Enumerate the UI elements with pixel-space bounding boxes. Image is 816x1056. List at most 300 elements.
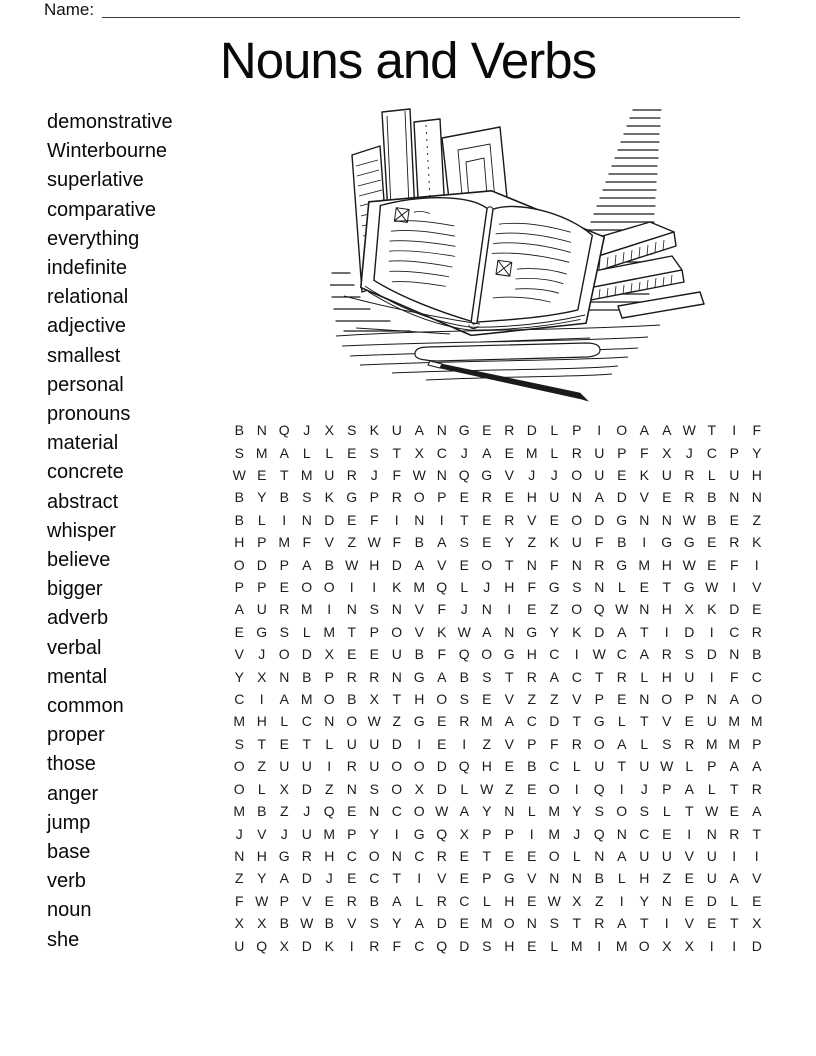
grid-letter: C [301, 713, 312, 730]
grid-letter: U [369, 735, 380, 752]
grid-letter: I [327, 601, 332, 618]
grid-letter: A [639, 422, 649, 439]
word-list-item: she [47, 928, 80, 951]
grid-letter: Y [639, 892, 649, 909]
open-book [352, 174, 608, 352]
grid-letter: P [752, 735, 762, 752]
grid-letter: V [504, 691, 514, 708]
grid-letter: E [527, 937, 537, 954]
grid-letter: E [752, 601, 762, 618]
grid-letter: V [437, 870, 447, 887]
grid-letter: Z [752, 511, 762, 528]
grid-letter: J [235, 825, 243, 842]
grid-letter: I [507, 601, 512, 618]
grid-letter: C [391, 803, 402, 820]
grid-letter: A [752, 758, 762, 775]
grid-letter: V [234, 646, 244, 663]
grid-letter: P [369, 623, 379, 640]
grid-letter: O [571, 511, 583, 528]
grid-letter: C [414, 847, 425, 864]
grid-letter: T [459, 511, 469, 528]
grid-letter: A [504, 713, 514, 730]
word-list-item: smallest [47, 344, 121, 367]
grid-letter: L [257, 511, 266, 528]
grid-letter: O [593, 735, 605, 752]
grid-letter: K [707, 601, 717, 618]
grid-letter: O [233, 758, 245, 775]
grid-letter: S [549, 915, 559, 932]
grid-letter: E [459, 915, 469, 932]
grid-letter: W [367, 534, 381, 551]
grid-letter: J [528, 467, 536, 484]
grid-letter: T [639, 623, 649, 640]
grid-letter: S [594, 803, 604, 820]
grid-letter: U [301, 758, 312, 775]
grid-letter: Y [257, 489, 267, 506]
grid-letter: E [549, 511, 559, 528]
grid-letter: N [346, 601, 357, 618]
grid-letter: Z [549, 691, 559, 708]
grid-letter: X [279, 937, 289, 954]
grid-letter: I [327, 758, 332, 775]
grid-letter: I [372, 579, 377, 596]
grid-letter: Y [257, 870, 267, 887]
grid-letter: Z [527, 534, 537, 551]
grid-letter: N [436, 467, 447, 484]
grid-letter: E [459, 870, 469, 887]
grid-letter: I [709, 937, 714, 954]
grid-letter: E [729, 803, 739, 820]
grid-letter: I [754, 556, 759, 573]
grid-letter: F [437, 601, 447, 618]
grid-letter: C [414, 937, 425, 954]
grid-letter: V [414, 623, 424, 640]
grid-letter: O [661, 691, 673, 708]
grid-letter: R [481, 489, 492, 506]
grid-letter: B [257, 803, 267, 820]
grid-letter: V [504, 735, 514, 752]
grid-letter: E [257, 467, 267, 484]
grid-letter: H [324, 847, 335, 864]
grid-letter: T [684, 803, 694, 820]
grid-letter: F [392, 467, 402, 484]
grid-letter: W [705, 579, 719, 596]
grid-letter: D [301, 646, 312, 663]
grid-letter: K [324, 489, 334, 506]
grid-letter: A [662, 422, 672, 439]
grid-letter: L [460, 579, 469, 596]
grid-letter: N [346, 780, 357, 797]
grid-letter: T [392, 444, 402, 461]
grid-letter: V [257, 825, 267, 842]
word-list-item: superlative [47, 169, 144, 192]
grid-letter: I [417, 870, 422, 887]
grid-letter: J [370, 467, 378, 484]
grid-letter: I [619, 780, 624, 797]
grid-letter: Q [458, 646, 470, 663]
grid-letter: L [707, 467, 716, 484]
grid-letter: R [369, 668, 380, 685]
grid-letter: R [301, 847, 312, 864]
grid-letter: I [349, 579, 354, 596]
grid-letter: N [256, 422, 267, 439]
word-list-item: jump [47, 811, 91, 834]
grid-letter: Y [549, 623, 559, 640]
word-bank [47, 108, 173, 955]
grid-letter: T [707, 422, 717, 439]
grid-letter: G [593, 713, 605, 730]
books-illustration [330, 98, 710, 410]
grid-letter: W [457, 623, 471, 640]
grid-letter: A [459, 803, 469, 820]
grid-letter: I [394, 825, 399, 842]
grid-letter: X [572, 892, 582, 909]
grid-letter: B [279, 915, 289, 932]
grid-letter: D [324, 511, 335, 528]
grid-letter: B [234, 511, 244, 528]
grid-letter: V [639, 489, 649, 506]
grid-letter: P [257, 579, 267, 596]
grid-letter: Q [458, 467, 470, 484]
grid-letter: G [683, 534, 695, 551]
grid-letter: L [482, 892, 491, 909]
grid-letter: W [660, 758, 674, 775]
grid-letter: X [279, 780, 289, 797]
grid-letter: X [324, 646, 334, 663]
grid-letter: X [684, 601, 694, 618]
grid-letter: B [369, 892, 379, 909]
grid-letter: E [437, 713, 447, 730]
grid-letter: D [436, 915, 447, 932]
word-list-item: abstract [47, 490, 119, 513]
grid-letter: Y [572, 803, 582, 820]
grid-letter: N [639, 511, 650, 528]
grid-letter: A [302, 556, 312, 573]
page-title: Nouns and Verbs [219, 32, 597, 89]
grid-letter: O [751, 691, 763, 708]
grid-letter: U [279, 758, 290, 775]
grid-letter: E [459, 556, 469, 573]
grid-letter: N [481, 601, 492, 618]
grid-letter: U [256, 601, 267, 618]
grid-letter: E [504, 444, 514, 461]
grid-letter: M [233, 803, 246, 820]
grid-letter: Q [436, 579, 448, 596]
grid-letter: E [347, 444, 357, 461]
grid-letter: P [482, 870, 492, 887]
grid-letter: U [549, 489, 560, 506]
word-list-item: proper [47, 724, 105, 747]
grid-letter: K [437, 623, 447, 640]
grid-letter: F [234, 892, 244, 909]
grid-letter: W [435, 803, 449, 820]
grid-letter: N [526, 915, 537, 932]
grid-letter: G [526, 623, 538, 640]
grid-letter: J [325, 870, 333, 887]
grid-letter: N [594, 579, 605, 596]
grid-letter: H [256, 847, 267, 864]
grid-letter: N [639, 601, 650, 618]
grid-letter: U [661, 467, 672, 484]
grid-letter: O [548, 847, 560, 864]
grid-letter: O [503, 915, 515, 932]
grid-letter: E [437, 735, 447, 752]
word-list-item: indefinite [47, 257, 128, 280]
grid-letter: G [256, 623, 268, 640]
grid-letter: E [347, 646, 357, 663]
grid-letter: E [324, 892, 334, 909]
grid-letter: E [617, 467, 627, 484]
grid-letter: M [413, 579, 426, 596]
grid-letter: X [414, 444, 424, 461]
grid-letter: I [462, 735, 467, 752]
grid-letter: R [684, 489, 695, 506]
grid-letter: V [752, 870, 762, 887]
grid-letter: R [504, 422, 515, 439]
grid-letter: T [729, 780, 739, 797]
grid-letter: E [684, 892, 694, 909]
grid-letter: H [661, 556, 672, 573]
grid-letter: W [255, 892, 269, 909]
grid-letter: O [278, 646, 290, 663]
grid-letter: I [754, 847, 759, 864]
grid-letter: Y [752, 444, 762, 461]
grid-letter: X [234, 915, 244, 932]
grid-letter: M [548, 803, 561, 820]
grid-letter: R [594, 556, 605, 573]
word-list-item: comparative [47, 198, 156, 221]
grid-letter: F [594, 534, 604, 551]
grid-letter: M [233, 713, 246, 730]
grid-letter: A [414, 556, 424, 573]
word-list-item: adverb [47, 607, 109, 630]
grid-letter: A [437, 534, 447, 551]
grid-letter: R [751, 623, 762, 640]
grid-letter: U [324, 467, 335, 484]
grid-letter: F [392, 534, 402, 551]
grid-letter: W [232, 467, 246, 484]
grid-letter: M [728, 735, 741, 752]
grid-letter: U [301, 825, 312, 842]
grid-letter: G [503, 646, 515, 663]
grid-letter: R [279, 601, 290, 618]
grid-letter: D [391, 556, 402, 573]
word-list-item: verbal [47, 636, 102, 659]
grid-letter: S [482, 668, 492, 685]
grid-letter: Y [482, 803, 492, 820]
grid-letter: C [369, 870, 380, 887]
grid-letter: G [458, 422, 470, 439]
grid-letter: K [752, 534, 762, 551]
grid-letter: N [436, 422, 447, 439]
grid-letter: U [369, 758, 380, 775]
grid-letter: W [592, 646, 606, 663]
grid-letter: C [459, 892, 470, 909]
grid-letter: A [414, 915, 424, 932]
grid-letter: S [234, 444, 244, 461]
grid-letter: R [729, 825, 740, 842]
word-list-item: adjective [47, 315, 126, 338]
grid-letter: J [303, 422, 311, 439]
grid-letter: O [571, 467, 583, 484]
grid-letter: L [617, 870, 626, 887]
word-list-item: bigger [47, 578, 103, 601]
grid-letter: W [300, 915, 314, 932]
grid-letter: A [392, 892, 402, 909]
grid-letter: L [640, 668, 649, 685]
grid-letter: M [570, 937, 583, 954]
grid-letter: T [662, 579, 672, 596]
grid-letter: E [527, 780, 537, 797]
grid-letter: R [346, 892, 357, 909]
grid-letter: E [347, 511, 357, 528]
grid-letter: M [480, 915, 493, 932]
grid-letter: X [684, 937, 694, 954]
grid-letter: N [301, 511, 312, 528]
grid-letter: B [752, 646, 762, 663]
grid-letter: X [414, 780, 424, 797]
grid-letter: R [571, 735, 582, 752]
grid-letter: Z [324, 780, 334, 797]
grid-letter: S [369, 915, 379, 932]
grid-letter: S [302, 489, 312, 506]
grid-letter: L [550, 937, 559, 954]
grid-letter: N [279, 668, 290, 685]
grid-letter: O [233, 556, 245, 573]
grid-letter: L [730, 892, 739, 909]
grid-letter: U [594, 467, 605, 484]
grid-letter: C [234, 691, 245, 708]
grid-letter: I [664, 915, 669, 932]
grid-letter: Q [458, 758, 470, 775]
stacked-book [618, 292, 704, 318]
grid-letter: V [527, 870, 537, 887]
grid-letter: N [729, 646, 740, 663]
grid-letter: P [369, 489, 379, 506]
grid-letter: H [751, 467, 762, 484]
grid-letter: R [729, 534, 740, 551]
grid-letter: Z [662, 870, 672, 887]
grid-letter: P [617, 444, 627, 461]
word-list-item: those [47, 753, 96, 776]
word-list-item: demonstrative [47, 111, 173, 133]
grid-letter: H [504, 892, 515, 909]
grid-letter: W [705, 803, 719, 820]
grid-letter: J [303, 803, 311, 820]
grid-letter: M [255, 444, 268, 461]
grid-letter: H [526, 646, 537, 663]
word-list-item: mental [47, 665, 108, 688]
grid-letter: D [729, 601, 740, 618]
grid-letter: P [684, 691, 694, 708]
grid-letter: N [324, 713, 335, 730]
grid-letter: E [482, 691, 492, 708]
grid-letter: C [616, 646, 627, 663]
grid-letter: X [662, 444, 672, 461]
grid-letter: G [413, 668, 425, 685]
grid-letter: C [751, 668, 762, 685]
grid-letter: L [527, 803, 536, 820]
grid-letter: T [482, 847, 492, 864]
grid-letter: P [324, 668, 334, 685]
grid-letter: W [615, 601, 629, 618]
grid-letter: D [436, 780, 447, 797]
grid-letter: E [752, 892, 762, 909]
word-list-item: personal [47, 373, 124, 396]
grid-letter: J [685, 444, 693, 461]
grid-letter: I [529, 825, 534, 842]
grid-letter: L [302, 444, 311, 461]
grid-letter: D [526, 422, 537, 439]
grid-letter: A [482, 623, 492, 640]
grid-letter: C [526, 713, 537, 730]
grid-letter: A [639, 646, 649, 663]
grid-letter: G [548, 579, 560, 596]
grid-letter: I [732, 422, 737, 439]
grid-letter: L [415, 892, 424, 909]
grid-letter: N [414, 511, 425, 528]
word-list-item: Winterbourne [47, 140, 168, 163]
grid-letter: W [682, 511, 696, 528]
grid-letter: D [256, 556, 267, 573]
grid-letter: Z [257, 758, 267, 775]
grid-letter: O [346, 713, 358, 730]
grid-letter: O [548, 780, 560, 797]
grid-letter: Z [279, 803, 289, 820]
grid-letter: S [279, 623, 289, 640]
grid-letter: B [617, 534, 627, 551]
grid-letter: U [684, 668, 695, 685]
grid-letter: R [661, 646, 672, 663]
grid-letter: S [684, 646, 694, 663]
grid-letter: R [684, 467, 695, 484]
grid-letter: T [572, 915, 582, 932]
grid-letter: O [368, 847, 380, 864]
grid-letter: Q [323, 803, 335, 820]
grid-letter: O [481, 646, 493, 663]
grid-letter: E [684, 713, 694, 730]
grid-letter: U [346, 735, 357, 752]
grid-letter: I [574, 780, 579, 797]
grid-letter: D [706, 892, 717, 909]
grid-letter: S [459, 534, 469, 551]
grid-letter: Z [549, 601, 559, 618]
grid-letter: S [459, 691, 469, 708]
grid-letter: E [639, 579, 649, 596]
grid-letter: T [752, 825, 762, 842]
grid-letter: I [732, 937, 737, 954]
grid-letter: F [729, 556, 739, 573]
word-list-item: believe [47, 549, 111, 572]
grid-letter: T [257, 735, 267, 752]
name-label: Name: [44, 0, 95, 19]
grid-letter: U [706, 713, 717, 730]
grid-letter: L [662, 803, 671, 820]
grid-letter: T [617, 758, 627, 775]
grid-letter: N [729, 489, 740, 506]
name-blank-line [102, 1, 740, 18]
grid-letter: F [752, 422, 762, 439]
grid-letter: T [504, 556, 514, 573]
grid-letter: S [369, 780, 379, 797]
grid-letter: V [347, 915, 357, 932]
grid-letter: H [256, 713, 267, 730]
grid-letter: Q [436, 825, 448, 842]
grid-letter: A [414, 422, 424, 439]
grid-letter: J [573, 825, 581, 842]
grid-letter: R [436, 847, 447, 864]
grid-letter: O [413, 489, 425, 506]
